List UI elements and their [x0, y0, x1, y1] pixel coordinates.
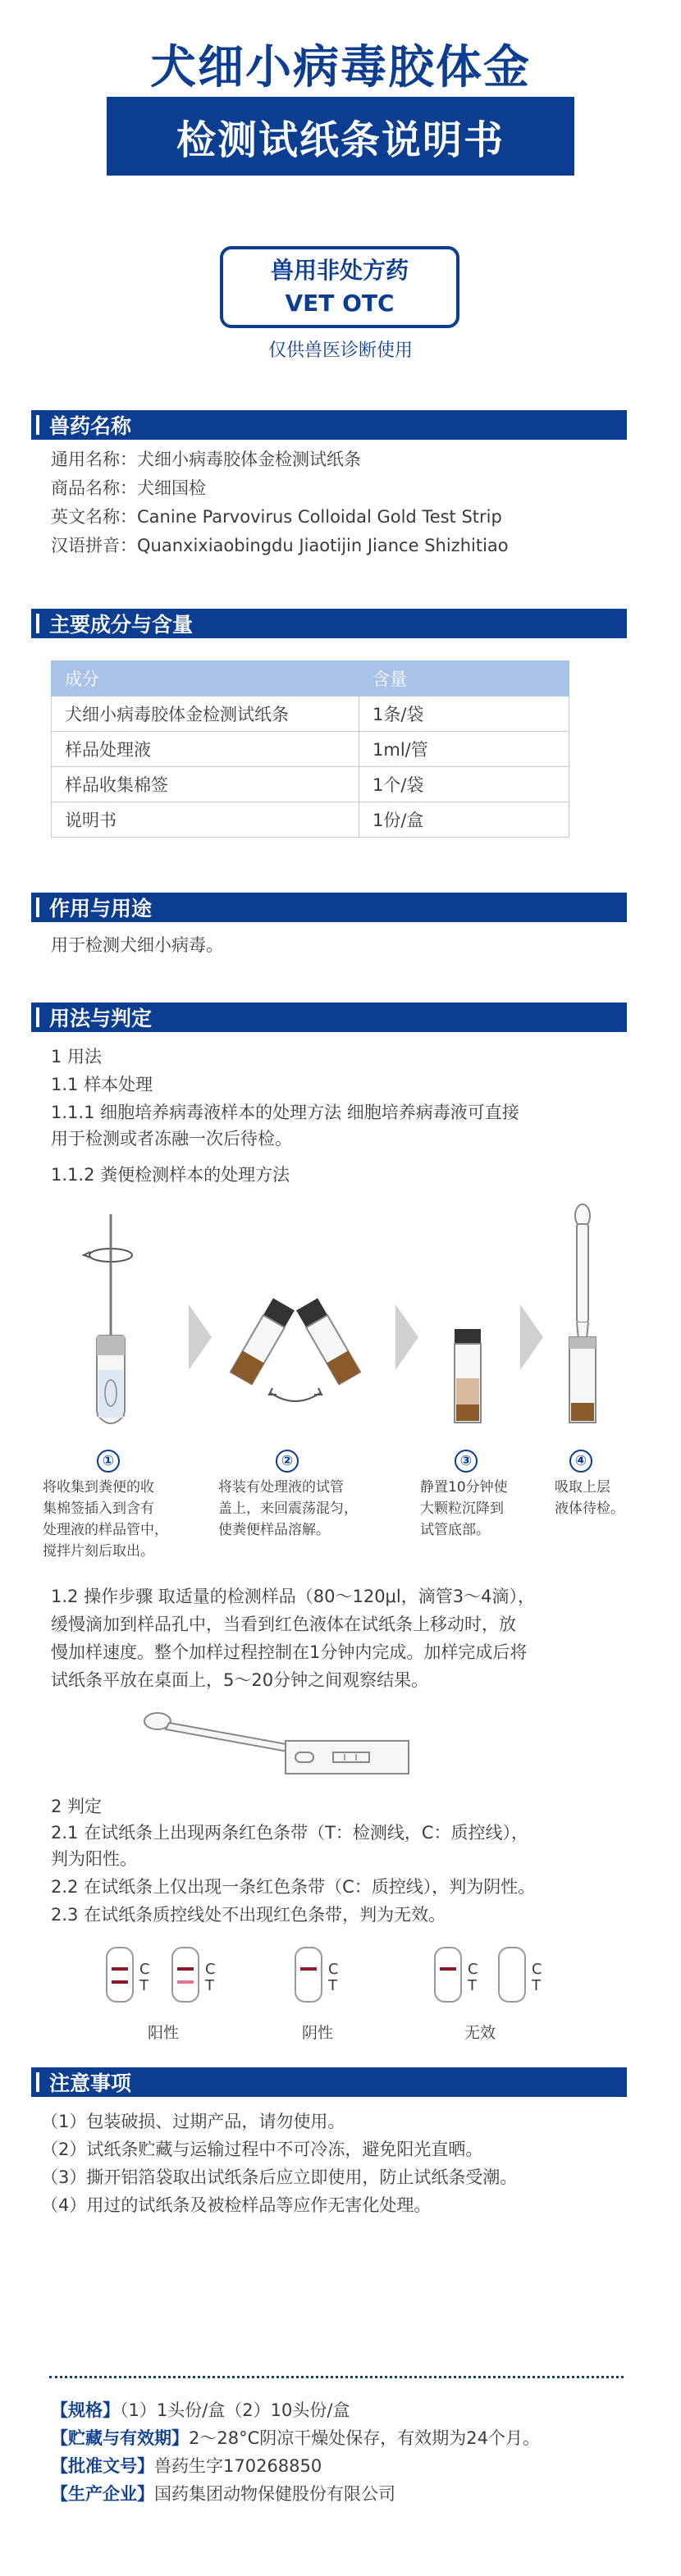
ingredients-table	[51, 660, 569, 838]
method-line: 1.1.1 细胞培养病毒液样本的处理方法 细胞培养病毒液可直接	[51, 1103, 519, 1122]
table-cell: 犬细小病毒胶体金检测试纸条	[52, 697, 359, 732]
name-line-generic: 通用名称：犬细小病毒胶体金检测试纸条	[51, 450, 361, 469]
name-line-english: 英文名称：Canine Parvovirus Colloidal Gold Test Strip	[51, 507, 502, 527]
judge-line: 2.1 在试纸条上出现两条红色条带（T：检测线，C：质控线），	[51, 1823, 529, 1843]
step1-tube-swab-figure	[84, 1214, 132, 1423]
arrow-icon	[189, 1304, 212, 1370]
strip-window	[435, 1948, 461, 2002]
control-line	[177, 1967, 194, 1971]
footer-key: 【生产企业】	[51, 2484, 154, 2504]
strip-window	[107, 1948, 133, 2002]
step-caption-1	[43, 1477, 168, 1562]
strip-c-label: C	[532, 1961, 542, 1978]
footer-divider	[49, 2376, 624, 2378]
step-caption-4	[555, 1477, 624, 1519]
otc-label-cn: 兽用非处方药	[270, 257, 409, 284]
strip-t-label: T	[532, 1977, 541, 1994]
strip-c-label: C	[205, 1961, 216, 1978]
strip-c-label: C	[328, 1961, 339, 1978]
result-label-negative: 阴性	[302, 2024, 334, 2042]
column-header-amount: 含量	[359, 661, 569, 697]
strip-c-label: C	[468, 1961, 478, 1978]
table-header-row	[52, 661, 569, 697]
strip-t-label: T	[205, 1977, 214, 1994]
table-row	[52, 732, 569, 767]
footer-key: 【批准文号】	[51, 2456, 154, 2476]
table-cell: 样品收集棉签	[52, 767, 359, 802]
operation-line: 缓慢滴加到样品孔中，当看到红色液体在试纸条上移动时，放	[51, 1615, 516, 1634]
control-line	[440, 1967, 456, 1971]
footer-value: （1）1头份/盒（2）10头份/盒	[120, 2400, 350, 2420]
table-cell: 1个/袋	[359, 767, 569, 802]
caption-line: 试管底部。	[420, 1522, 490, 1538]
document-title: 犬细小病毒胶体金	[150, 41, 531, 94]
step-number: ④	[569, 1450, 592, 1473]
strip-window	[295, 1948, 322, 2002]
method-line: 用于检测或者冻融一次后待检。	[51, 1129, 292, 1149]
step-number: ③	[455, 1450, 478, 1473]
name-line-pinyin: 汉语拼音：Quanxixiaobingdu Jiaotijin Jiance Shizhitiao	[51, 536, 509, 555]
footer-approval	[51, 2453, 322, 2479]
caption-line: 使粪便样品溶解。	[218, 1522, 330, 1538]
table-cell: 样品处理液	[52, 732, 359, 767]
test-strip	[295, 1948, 339, 2002]
note-item: （1）包装破损、过期产品，请勿使用。	[41, 2112, 345, 2131]
test-strip	[499, 1948, 542, 2002]
test-line	[112, 1980, 128, 1984]
arrow-icon	[520, 1304, 543, 1370]
table-row	[52, 802, 569, 838]
otc-note: 仅供兽医诊断使用	[267, 340, 413, 361]
section-heading-ingredients: 主要成分与含量	[31, 609, 627, 638]
table-row	[52, 697, 569, 732]
method-line: 1 用法	[51, 1047, 103, 1066]
caption-line: 将收集到粪便的收	[43, 1479, 154, 1496]
table-cell: 说明书	[52, 802, 359, 838]
operation-line: 慢加样速度。整个加样过程控制在1分钟内完成。加样完成后将	[51, 1642, 528, 1662]
test-strip	[107, 1948, 150, 2002]
column-header-component: 成分	[52, 661, 359, 697]
strip-c-label: C	[139, 1961, 150, 1978]
step-caption-2	[218, 1477, 358, 1541]
footer-value: 2～28°C阴凉干燥处保存，有效期为24个月。	[189, 2428, 540, 2448]
note-item: （3）撕开铝箔袋取出试纸条后应立即使用，防止试纸条受潮。	[41, 2167, 518, 2187]
footer-key: 【贮藏与有效期】	[51, 2428, 189, 2448]
table-cell: 1份/盒	[359, 802, 569, 838]
result-strips-illustration	[0, 1944, 681, 2010]
step-caption-3	[420, 1477, 508, 1541]
operation-line: 试纸条平放在桌面上，5～20分钟之间观察结果。	[51, 1670, 429, 1690]
result-label-positive: 阳性	[148, 2024, 180, 2042]
caption-line: 处理液的样品管中，	[43, 1522, 168, 1538]
dropper-on-strip-illustration	[139, 1706, 418, 1780]
step4-dropper-figure	[569, 1204, 596, 1423]
caption-line: 静置10分钟使	[420, 1479, 508, 1496]
name-line-trade: 商品名称：犬细国检	[51, 478, 206, 498]
strip-t-label: T	[468, 1977, 477, 1994]
note-item: （4）用过的试纸条及被检样品等应作无害化处理。	[41, 2195, 432, 2215]
section-heading-name: 兽药名称	[31, 410, 627, 440]
caption-line: 集棉签插入到含有	[43, 1500, 154, 1517]
caption-line: 搅拌片刻后取出。	[43, 1543, 154, 1560]
strip-t-label: T	[328, 1977, 337, 1994]
strip-window	[172, 1948, 199, 2002]
table-cell: 1ml/管	[359, 732, 569, 767]
judge-line: 2 判定	[51, 1797, 103, 1816]
step-number: ①	[97, 1450, 120, 1473]
section-heading-usage: 作用与用途	[31, 893, 627, 922]
caption-line: 吸取上层	[555, 1479, 610, 1496]
judge-line: 判为阳性。	[51, 1849, 137, 1869]
arrow-icon	[395, 1304, 418, 1370]
judge-line: 2.2 在试纸条上仅出现一条红色条带（C：质控线），判为阴性。	[51, 1877, 536, 1897]
sample-processing-illustration	[33, 1198, 656, 1468]
usage-text: 用于检测犬细小病毒。	[51, 935, 223, 955]
strip-t-label: T	[139, 1977, 149, 1994]
step3-settle-tube-figure	[455, 1329, 481, 1423]
strip-window	[499, 1948, 525, 2002]
test-strip	[172, 1948, 216, 2002]
footer-manufacturer	[51, 2481, 395, 2507]
caption-line: 液体待检。	[555, 1500, 624, 1517]
section-heading-notes: 注意事项	[31, 2067, 627, 2097]
otc-badge	[220, 246, 459, 328]
section-heading-method: 用法与判定	[31, 1003, 627, 1032]
operation-line: 1.2 操作步骤 取适量的检测样品（80～120μl，滴管3～4滴），	[51, 1587, 535, 1606]
caption-line: 将装有处理液的试管	[218, 1479, 344, 1496]
judge-line: 2.3 在试纸条质控线处不出现红色条带，判为无效。	[51, 1905, 446, 1925]
table-row	[52, 767, 569, 802]
method-line: 1.1.2 粪便检测样本的处理方法	[51, 1165, 290, 1185]
document-subtitle: 检测试纸条说明书	[107, 97, 574, 176]
method-line: 1.1 样本处理	[51, 1075, 153, 1094]
table-cell: 1条/袋	[359, 697, 569, 732]
note-item: （2）试纸条贮藏与运输过程中不可冷冻，避免阳光直晒。	[41, 2140, 483, 2159]
footer-storage	[51, 2425, 540, 2451]
test-line	[177, 1980, 194, 1984]
footer-spec	[51, 2397, 350, 2423]
test-strip	[435, 1948, 478, 2002]
step2-shake-tubes-figure	[231, 1298, 360, 1401]
otc-label-en: VET OTC	[285, 290, 395, 317]
footer-value: 兽药生字170268850	[154, 2456, 322, 2476]
control-line	[300, 1967, 317, 1971]
footer-key: 【规格】	[51, 2400, 120, 2420]
caption-line: 盖上，来回震荡混匀，	[218, 1500, 358, 1517]
control-line	[112, 1967, 128, 1971]
step-number: ②	[276, 1450, 299, 1473]
footer-value: 国药集团动物保健股份有限公司	[154, 2484, 395, 2504]
caption-line: 大颗粒沉降到	[420, 1500, 504, 1517]
result-label-invalid: 无效	[464, 2024, 496, 2042]
